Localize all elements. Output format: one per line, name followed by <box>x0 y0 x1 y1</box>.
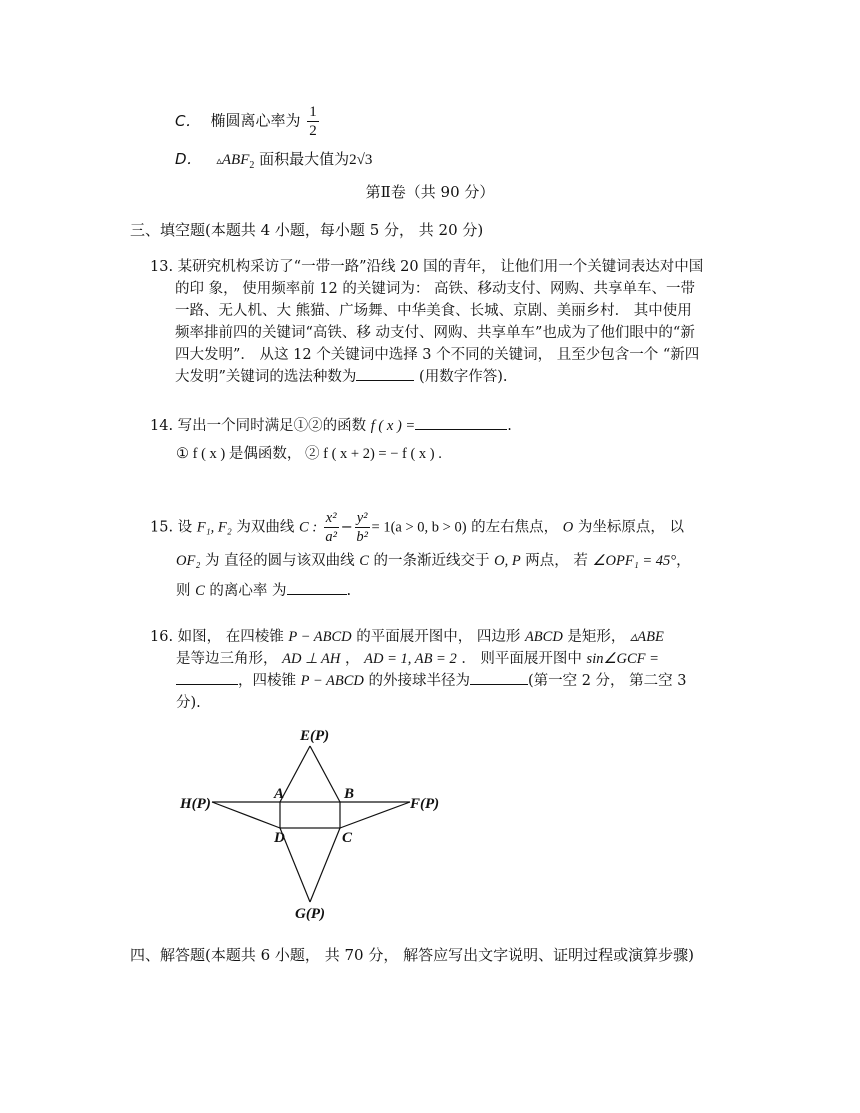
q16-line-3 <box>150 670 750 692</box>
q16-answer-blank-2 <box>470 670 528 685</box>
q15-curve-name: C : <box>299 519 318 536</box>
q15-text-f: 的左右焦点， <box>466 519 563 536</box>
label-H: H(P) <box>180 796 211 812</box>
part2-title: 第Ⅱ卷（共 90 分） <box>365 183 495 201</box>
q16-sine: sin∠GCF = <box>586 651 659 667</box>
label-F: F(P) <box>410 796 440 812</box>
option-d-value: 2√3 <box>349 152 373 168</box>
q15-text-3a: 则 <box>176 583 196 599</box>
question-13 <box>150 256 735 388</box>
q15-curve-c2: C <box>195 583 205 599</box>
q16-text-2c: ， <box>340 651 365 667</box>
triangle-symbol: ▵ <box>216 154 222 167</box>
q13-line-1: 13. 某研究机构采访了“一带一路”沿线 20 国的青年， 让他们用一个关键词表达对中国 <box>150 259 704 275</box>
q15-foci: F₁, F₂ <box>196 519 232 536</box>
option-c-label: C． <box>175 111 201 130</box>
q16-triangle: ▵ABE <box>630 629 664 645</box>
q16-line-2 <box>150 648 750 670</box>
option-d-text: 面积最大值为 <box>259 150 350 168</box>
option-d-expr: ABF <box>221 152 250 168</box>
q14-line-2: ① f ( x ) 是偶函数， ② f ( x + 2) = − f ( x ) . <box>176 446 442 462</box>
q15-frac1-den: a² <box>325 529 337 545</box>
label-B: B <box>344 786 355 802</box>
q16-quad: ABCD <box>524 629 563 645</box>
q14-answer-blank <box>415 415 507 430</box>
q15-text-3c: 的离心率 为 <box>204 583 287 599</box>
q15-fraction-y <box>355 509 370 546</box>
q15-minus: − <box>340 519 353 536</box>
option-d <box>175 148 372 171</box>
edge-B-E <box>310 746 340 802</box>
section4-title: 四、解答题(本题共 6 小题， 共 70 分， 解答应写出文字说明、证明过程或演算步骤) <box>130 946 694 964</box>
section3-title: 三、填空题(本题共 4 小题，每小题 5 分， 共 20 分) <box>130 221 484 239</box>
option-c-text: 椭圆离心率为 <box>210 111 301 130</box>
option-c <box>175 103 321 140</box>
rectangle-ABCD <box>280 802 340 828</box>
q16-text-3a: ，四棱锥 <box>238 673 301 689</box>
q16-line-1 <box>150 626 750 648</box>
q15-origin: O <box>562 519 574 536</box>
option-d-sub: 2 <box>249 160 255 171</box>
q14-line-1-text: 14. 写出一个同时满足①②的函数 <box>150 418 371 434</box>
q15-frac2-den: b² <box>356 529 368 545</box>
q15-line-1 <box>150 509 750 546</box>
q16-text-1e: 是矩形， <box>562 629 631 645</box>
q15-segment: OF₂ <box>176 553 201 569</box>
q13-line-6 <box>175 366 735 388</box>
q16-text-1a: 16. 如图， 在四棱锥 <box>150 629 289 645</box>
q16-text-2a: 是等边三角形， <box>176 651 283 667</box>
q15-frac1-num: x² <box>325 510 337 526</box>
q15-line-3 <box>150 576 750 606</box>
q15-points: O, P <box>494 553 521 569</box>
q13-line-6-text: 大发明”关键词的选法种数为 <box>175 369 357 385</box>
q13-line-6-tail: (用数字作答). <box>414 369 508 385</box>
q13-line-3: 一路、无人机、大 熊猫、广场舞、中华美食、长城、京剧、美丽乡村． 其中使用 <box>175 303 692 319</box>
net-diagram <box>170 726 460 926</box>
q15-text-h: 为坐标原点， 以 <box>573 519 684 536</box>
option-c-denominator: 2 <box>309 123 317 139</box>
edge-C-G <box>310 828 340 902</box>
q16-pyramid: P − ABCD <box>288 629 352 645</box>
q16-answer-blank-1 <box>176 670 238 685</box>
q14-line-1-period: . <box>507 418 512 434</box>
q16-text-3c: 的外接球半径为 <box>363 673 470 689</box>
q16-lengths: AD = 1, AB = 2 <box>364 651 457 667</box>
q13-line-5: 四大发明”． 从这 12 个关键词中选择 3 个不同的关键词， 且至少包含一个 “新四 <box>175 347 700 363</box>
q14-line-1 <box>150 412 710 440</box>
question-15 <box>150 509 750 606</box>
q15-text-2h: ， <box>676 553 691 569</box>
edge-C-F <box>340 802 410 828</box>
edge-H-D <box>212 802 280 828</box>
q15-frac2-num: y² <box>356 510 368 526</box>
q15-period: . <box>346 583 352 599</box>
q15-angle: ∠OPF₁ = 45° <box>592 553 677 569</box>
q16-text-2e: ． 则平面展开图中 <box>456 651 587 667</box>
q15-answer-blank <box>287 580 347 595</box>
label-D: D <box>274 830 285 846</box>
q16-line-4: 分). <box>176 695 201 711</box>
option-d-label: D． <box>175 150 202 168</box>
label-C: C <box>342 830 353 846</box>
label-G: G(P) <box>295 906 325 922</box>
q13-answer-blank <box>356 366 414 381</box>
label-E: E(P) <box>300 728 330 744</box>
option-c-fraction <box>307 103 319 140</box>
edge-A-E <box>280 746 310 802</box>
question-14 <box>150 412 710 468</box>
q16-pyramid-2: P − ABCD <box>300 673 364 689</box>
q13-line-4: 频率排前四的关键词“高铁、移 动支付、网购、共享单车”也成为了他们眼中的“新 <box>175 325 695 341</box>
q15-text-2b: 为 直径的圆与该双曲线 <box>200 553 360 569</box>
q16-perp: AD ⊥ AH <box>282 651 341 667</box>
q15-text-2f: 两点， 若 <box>520 553 593 569</box>
q16-text-3d: (第一空 2 分， 第二空 3 <box>527 673 687 689</box>
label-A: A <box>274 786 285 802</box>
question-16 <box>150 626 750 714</box>
option-c-numerator: 1 <box>309 104 317 120</box>
q15-text-a: 15. 设 <box>150 519 197 536</box>
q15-fraction-x <box>324 509 339 546</box>
q15-line-2 <box>150 546 750 576</box>
q15-text-c: 为双曲线 <box>231 519 300 536</box>
q15-curve-c: C <box>359 553 369 569</box>
q16-text-1c: 的平面展开图中， 四边形 <box>351 629 525 645</box>
q15-equation-rhs: = 1(a > 0, b > 0) <box>371 519 467 536</box>
q15-text-2d: 的一条渐近线交于 <box>368 553 495 569</box>
q14-function: f ( x ) = <box>370 418 416 434</box>
q13-line-2: 的印 象， 使用频率前 12 的关键词为： 高铁、移动支付、网购、共享单车、一带 <box>175 281 695 297</box>
